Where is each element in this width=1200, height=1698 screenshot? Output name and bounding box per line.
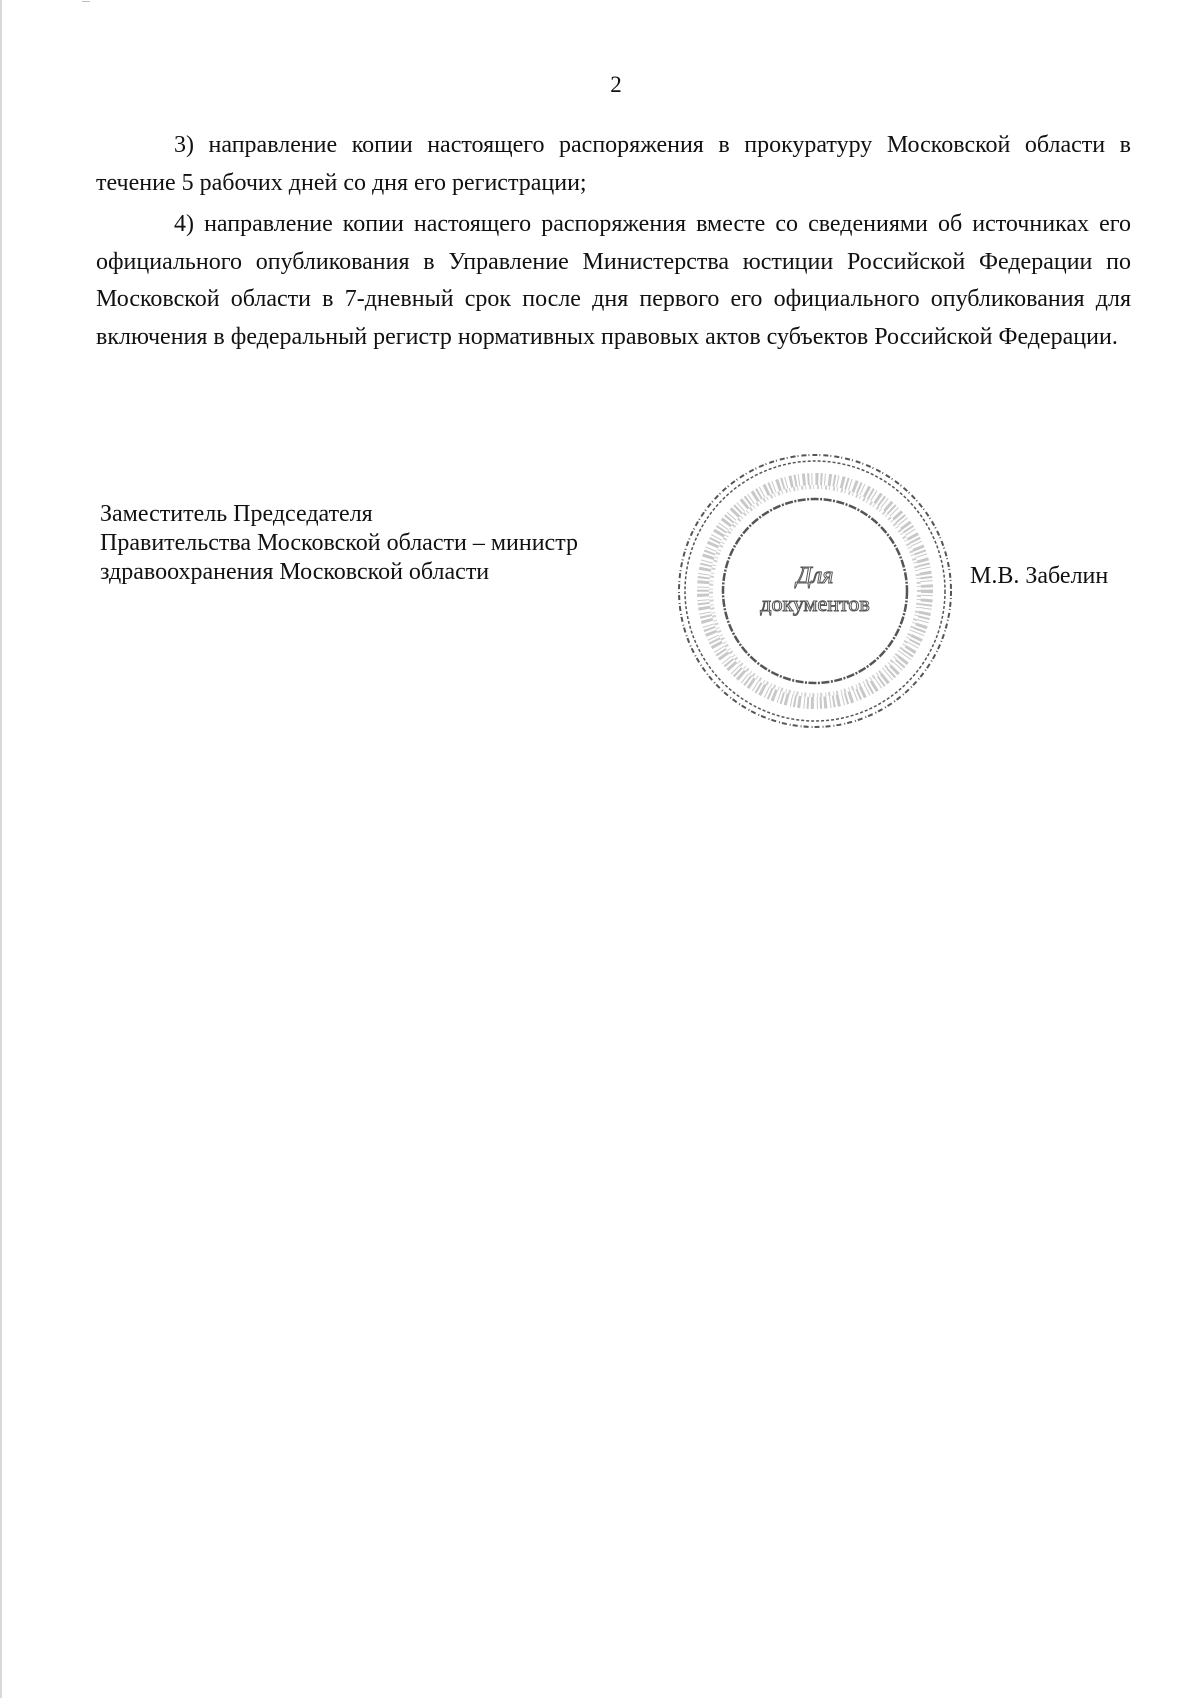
signatory-name: М.В. Забелин bbox=[970, 563, 1109, 589]
seal-center-text-2: документов bbox=[760, 591, 870, 616]
official-seal-stamp bbox=[674, 447, 956, 735]
seal-center-text-1: Для bbox=[796, 563, 834, 589]
position-line: здравоохранения Московской области bbox=[100, 559, 490, 585]
scan-mark bbox=[82, 1, 90, 2]
paragraph-item-3: 3) направление копии настоящего распоряжения в прокуратуру Московской области в течение 5 рабочих дней со дня его регистрации; bbox=[96, 132, 1131, 196]
signatory-position bbox=[100, 500, 578, 587]
position-line: Правительства Московской области – министр bbox=[100, 530, 578, 556]
scan-edge bbox=[0, 0, 2, 1698]
position-line: Заместитель Председателя bbox=[100, 501, 373, 527]
page-number: 2 bbox=[610, 72, 622, 97]
paragraph-item-4: 4) направление копии настоящего распоряжения вместе со сведениями об источниках его официального опубликования в Управление Министерства юстиции Российской Федерации по Московской области в 7-дневный срок после дня первого его официального опубликования для включения в федеральный регистр нормативных правовых актов субъектов Российской Федерации. bbox=[96, 211, 1131, 350]
